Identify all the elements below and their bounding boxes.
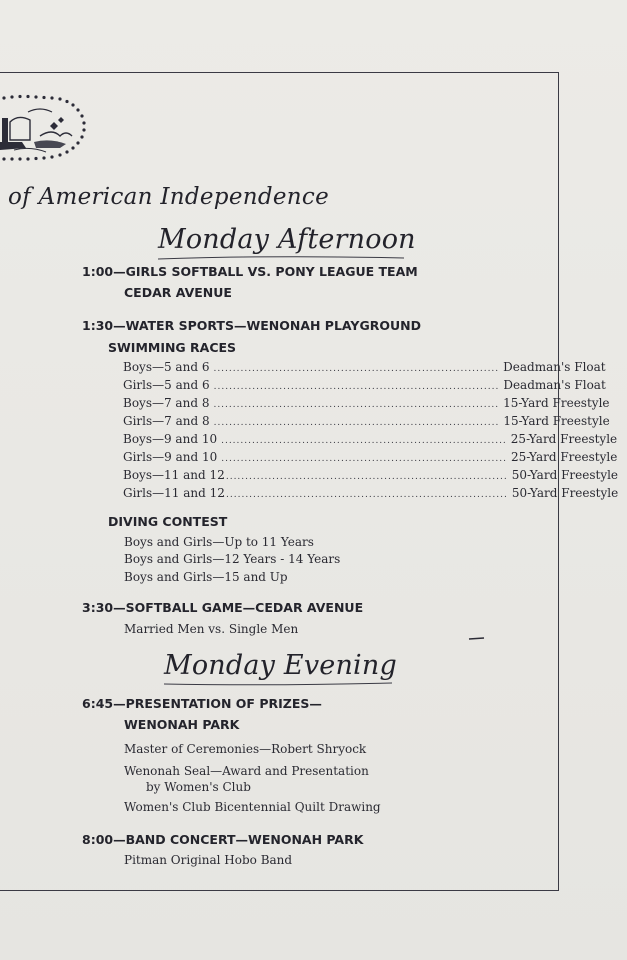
event-softball-game: 3:30—SOFTBALL GAME—CEDAR AVENUE <box>82 600 364 615</box>
race-row: Boys— 11 and 12 .......................................................................... 50-Yard Freestyle <box>123 468 619 482</box>
page-heading: of American Independence <box>8 184 329 210</box>
band-concert-detail: Pitman Original Hobo Band <box>124 853 293 867</box>
event-band-concert: 8:00—BAND CONCERT—WENONAH PARK <box>82 832 364 847</box>
prizes-item: Wenonah Seal—Award and Presentation <box>124 764 369 778</box>
race-row: Boys— 5 and 6 .......................................................................... Deadman's Float <box>123 360 606 374</box>
event-girls-softball-location: CEDAR AVENUE <box>124 285 232 300</box>
softball-game-detail: Married Men vs. Single Men <box>124 622 299 636</box>
diving-item: Boys and Girls—15 and Up <box>124 570 288 584</box>
prizes-item-continued: by Women's Club <box>146 780 251 794</box>
race-row: Boys— 7 and 8 .......................................................................... 15-Yard Freestyle <box>123 396 610 410</box>
event-water-sports: 1:30—WATER SPORTS—WENONAH PLAYGROUND <box>82 318 421 333</box>
afternoon-underline-flourish <box>156 254 406 262</box>
diving-contest-label: DIVING CONTEST <box>108 514 228 529</box>
event-presentation-of-prizes: 6:45—PRESENTATION OF PRIZES— <box>82 696 322 711</box>
prizes-location: WENONAH PARK <box>124 717 240 732</box>
event-girls-softball: 1:00—GIRLS SOFTBALL VS. PONY LEAGUE TEAM <box>82 264 418 279</box>
swimming-races-label: SWIMMING RACES <box>108 340 237 355</box>
race-row: Girls— 9 and 10 .......................................................................... 25-Yard Freestyle <box>123 450 618 464</box>
afternoon-heading: Monday Afternoon <box>158 224 416 255</box>
evening-heading: Monday Evening <box>164 650 397 681</box>
prizes-item: Master of Ceremonies—Robert Shryock <box>124 742 367 756</box>
diving-item: Boys and Girls—Up to 11 Years <box>124 535 314 549</box>
ink-speck <box>468 636 486 642</box>
diving-item: Boys and Girls—12 Years - 14 Years <box>124 552 341 566</box>
evening-underline-flourish <box>162 680 394 688</box>
prizes-item: Women's Club Bicentennial Quilt Drawing <box>124 800 381 814</box>
race-row: Girls— 11 and 12 .......................................................................... 50-Yard Freestyle <box>123 486 619 500</box>
race-row: Girls— 7 and 8 .......................................................................... 15-Yard Freestyle <box>123 414 610 428</box>
race-row: Girls— 5 and 6 .......................................................................... Deadman's Float <box>123 378 606 392</box>
star-ring-emblem-icon <box>0 92 90 166</box>
race-row: Boys— 9 and 10 .......................................................................... 25-Yard Freestyle <box>123 432 618 446</box>
